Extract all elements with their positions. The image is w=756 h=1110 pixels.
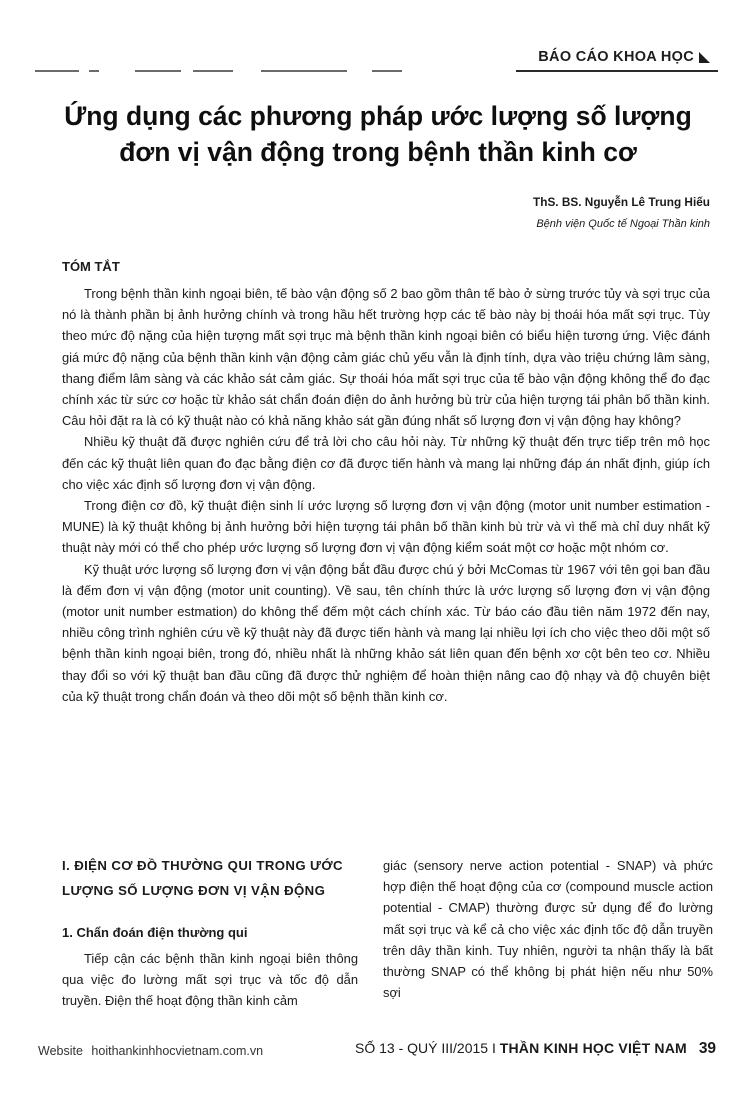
abstract-paragraph: Trong điện cơ đồ, kỹ thuật điện sinh lí ước lượng số lượng đơn vị vận động (motor unit number estimation - MUNE) là kỹ thuật không bị ảnh hưởng bởi hiện tượng tái phân bố thần kinh bù trừ và vì thế mà chỉ duy nhất kỹ thuật này mới có thể cho phép ước lượng số lượng đơn vị vận động kiểm soát một cơ hoặc một nhóm cơ. [62, 498, 710, 556]
journal-name: THẦN KINH HỌC VIỆT NAM [499, 1040, 687, 1056]
triangle-arrow-icon [699, 52, 710, 63]
abstract-paragraph: Kỹ thuật ước lượng số lượng đơn vị vận động bắt đầu được chú ý bởi McComas từ 1967 với tên gọi ban đầu là đếm đơn vị vận động (motor unit counting). Về sau, tên chính thức là ước lượng số lượng đơn vị vận động (motor unit number estmation) do không thể đếm một cách chính xác. Từ báo cáo đầu tiên năm 1972 đến nay, nhiều công trình nghiên cứu về kỹ thuật này đã được tiến hành và mang lại nhiều lợi ích cho việc theo dõi một số bệnh thần kinh ngoại biên, trong đó, nhiều nhất là những khảo sát liên quan đến bệnh xơ cột bên teo cơ. Nhiều thay đổi so với kỹ thuật ban đầu cũng đã được thử nghiệm để hoàn thiện nâng cao độ nhạy và độ chuyên biệt của kỹ thuật trong chẩn đoán và theo dõi một số bệnh thần kinh cơ. [62, 561, 710, 704]
issue-number: SỐ 13 - QUÝ III/2015 [355, 1040, 489, 1056]
header-dash [135, 70, 181, 72]
abstract-body [62, 283, 710, 707]
right-column [383, 855, 713, 1003]
body-paragraph: giác (sensory nerve action potential - SNAP) và phức hợp điện thế hoạt động của cơ (compound muscle action potential - CMAP) thường được sử dụng để đo lường mất sợi trục và kể cả cho việc xác định tốc độ dẫn truyền trên dây thần kinh. Tuy nhiên, người ta nhận thấy là bất thường SNAP có thể không bị phát hiện nếu như 50% sợi [383, 858, 713, 1001]
abstract-paragraph: Nhiều kỹ thuật đã được nghiên cứu để trả lời cho câu hỏi này. Từ những kỹ thuật đến trực tiếp trên mô học đến các kỹ thuật liên quan đo đạc bằng điện cơ đã được tiến hành và mang lại những đáp án nhất định, giúp ích cho việc xác định số lượng đơn vị vận động. [62, 434, 710, 492]
website-url[interactable]: hoithankinhhocvietnam.com.vn [91, 1044, 264, 1058]
author-affiliation: Bệnh viện Quốc tế Ngoại Thần kinh [536, 218, 710, 230]
article-title [30, 98, 726, 170]
abstract-paragraph: Trong bệnh thần kinh ngoại biên, tế bào vận động số 2 bao gồm thân tế bào ở sừng trước tủy và sợi trục của nó là thành phần bị ảnh hưởng chính và trong hầu hết trường hợp các tế bào này bị thoái hóa mất sợi trục. Tùy theo mức độ nặng của hiện tượng mất sợi trục mà bệnh thần kinh ngoại biên có biểu hiện tương ứng. Việc đánh giá mức độ nặng của bệnh thần kinh vận động cảm giác chủ yếu vẫn là định tính, dựa vào triệu chứng lâm sàng, thang điểm lâm sàng và các khảo sát cảm giác. Sự thoái hóa mất sợi trục của tế bào vận động không thể đo đạc chính xác từ sức cơ hoặc từ khảo sát chẩn đoán điện do ảnh hưởng bù trừ của hiện tượng tái phân bố thần kinh. Câu hỏi đặt ra là có kỹ thuật nào có khả năng khảo sát gần đúng nhất số lượng đơn vị vận động hay không? [62, 286, 710, 429]
page-number: 39 [698, 1040, 717, 1057]
header-dash [89, 70, 99, 72]
body-paragraph: Tiếp cận các bệnh thần kinh ngoại biên thông qua việc đo lường mất sợi trục và tốc độ dẫn truyền. Điện thế hoạt động thần kinh cảm [62, 951, 358, 1009]
header-dash [193, 70, 233, 72]
footer-separator: I [491, 1040, 496, 1056]
header-rule [516, 70, 718, 72]
header-dash [372, 70, 402, 72]
website-label: Website [38, 1044, 83, 1058]
header-dash [35, 70, 79, 72]
left-column [62, 948, 358, 1012]
footer-journal [355, 1040, 716, 1058]
abstract-heading: TÓM TẮT [62, 259, 120, 274]
section-label: BÁO CÁO KHOA HỌC [538, 49, 694, 65]
title-line-1: Ứng dụng các phương pháp ước lượng số lượng [64, 101, 692, 131]
subsection-heading: 1. Chẩn đoán điện thường qui [62, 925, 248, 940]
footer-website [38, 1044, 263, 1058]
title-line-2: đơn vị vận động trong bệnh thần kinh cơ [119, 137, 637, 167]
section-heading: I. ĐIỆN CƠ ĐỒ THƯỜNG QUI TRONG ƯỚC LƯỢNG SỐ LƯỢNG ĐƠN VỊ VẬN ĐỘNG [62, 858, 343, 898]
author-name: ThS. BS. Nguyễn Lê Trung Hiếu [533, 195, 710, 209]
header-dash [261, 70, 347, 72]
